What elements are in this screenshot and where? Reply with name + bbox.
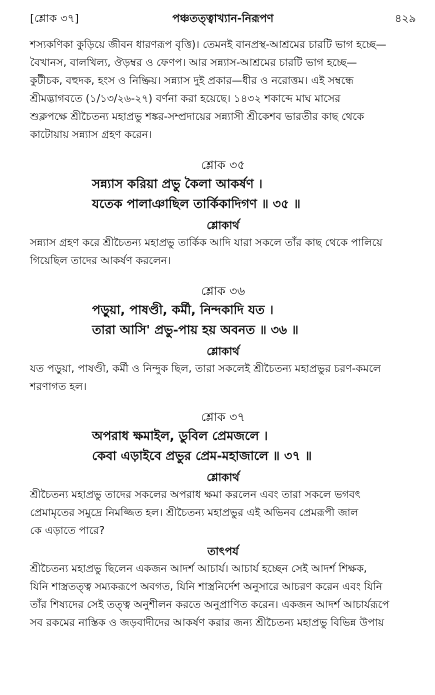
page-number: ৪২৯ (394, 12, 416, 25)
text-line: কুটীচক, বহুদক, হংস ও নিষ্ক্রিয়। সন্ন্যাস দুই প্রকার—ধীর ও নরোত্তম। এই সম্বন্ধে (30, 75, 354, 87)
translation-line: সন্ন্যাস গ্রহণ করে শ্রীচৈতন্য মহাপ্রভু তার্কিক আদি যারা সকলে তাঁর কাছ থেকে পালিয়ে (30, 237, 383, 249)
verse-35 (30, 156, 416, 270)
verse-reference: [শ্লোক ৩৭] (30, 12, 79, 25)
translation-line: শ্রীচৈতন্য মহাপ্রভু তাদের সকলের অপরাধ ক্ষমা করলেন এবং তারা সকলে ভগবৎ (30, 489, 361, 501)
translation-heading: শ্লোকার্থ (206, 219, 240, 232)
text-line: কাটোয়ায় সন্ন্যাস গ্রহণ করেন। (30, 129, 152, 141)
verse-37 (30, 408, 416, 632)
purport-line: শ্রীচৈতন্য মহাপ্রভু ছিলেন একজন আদর্শ আচার্য। আচার্য হচ্ছেন সেই আদর্শ শিক্ষক, (30, 563, 368, 575)
text-line: শস্যকণিকা কুড়িয়ে জীবন ধারণরূপ বৃত্তি)। তেমনই বানপ্রস্থ-আশ্রমের চারটি ভাগ হচ্ছে— (30, 39, 387, 51)
verse-number: শ্লোক ৩৭ (201, 410, 245, 424)
purport-heading: তাৎপর্য (207, 545, 239, 558)
verse-number: শ্লোক ৩৬ (201, 284, 245, 298)
chapter-title: পঞ্চতত্ত্বাখ্যান-নিরূপণ (172, 12, 274, 25)
translation-line: কে এড়াতে পারে? (30, 525, 105, 537)
text-line: বৈখানস, বালখিল্য, ঔড়ম্বর ও ফেণপ। আর সন্ন্যাস-আশ্রমের চারটি ভাগ হচ্ছে— (30, 57, 358, 69)
verse-36 (30, 282, 416, 396)
verse-line: কেবা এড়াইবে প্রভুর প্রেম-মহাজালে ॥ ৩৭ ॥ (92, 448, 312, 463)
verse-line: পড়ুয়া, পাষণ্ডী, কর্মী, নিন্দকাদি যত । (92, 302, 274, 317)
verse-line: সন্ন্যাস করিয়া প্রভু কৈলা আকর্ষণ । (92, 176, 263, 191)
verse-number: শ্লোক ৩৫ (201, 158, 245, 172)
translation-line: প্রেমামৃতের সমুদ্রে নিমজ্জিত হল। শ্রীচৈতন্য মহাপ্রভুর এই অভিনব প্রেমরূপী জাল (30, 507, 359, 519)
text-line: শুক্লপক্ষে শ্রীচৈতন্য মহাপ্রভু শঙ্কর-সম্প্রদায়ের সন্ন্যাসী শ্রীকেশব ভারতীর কাছ থেকে (30, 111, 365, 123)
page-body (30, 36, 416, 632)
purport-line: সব রকমের নাস্তিক ও জড়বাদীদের আকর্ষণ করার জন্য শ্রীচৈতন্য মহাপ্রভু বিভিন্ন উপায় (30, 617, 385, 629)
verse-line: অপরাধ ক্ষমাইল, ডুবিল প্রেমজলে । (92, 428, 268, 443)
translation-line: যত পড়ুয়া, পাষণ্ডী, কর্মী ও নিন্দুক ছিল, তারা সকলেই শ্রীচৈতন্য মহাপ্রভুর চরণ-কমলে (30, 363, 381, 375)
translation-heading: শ্লোকার্থ (206, 345, 240, 358)
translation-heading: শ্লোকার্থ (206, 471, 240, 484)
verse-line: যতেক পালাঞাছিল তার্কিকাদিগণ ॥ ৩৫ ॥ (92, 196, 301, 211)
purport-line: তাঁর শিষ্যদের সেই তত্ত্ব অনুশীলন করতে অনুপ্রাণিত করেন। একজন আদর্শ আচার্যরূপে (30, 599, 390, 611)
intro-paragraph (30, 36, 416, 144)
page-header (30, 10, 416, 28)
translation-line: শরণাগত হল। (30, 381, 87, 393)
translation-line: গিয়েছিল তাদের আকর্ষণ করলেন। (30, 255, 171, 267)
text-line: শ্রীমদ্ভাগবতে (১/১৩/২৬-২৭) বর্ণনা করা হয়েছে। ১৪৩২ শকাব্দে মাঘ মাসের (30, 93, 341, 105)
verse-line: তারা আসি' প্রভু-পায় হয় অবনত ॥ ৩৬ ॥ (92, 322, 299, 337)
purport-line: যিনি শাস্ত্রতত্ত্ব সম্যকরূপে অবগত, যিনি শাস্ত্রনির্দেশ অনুসারে আচরণ করেন এবং যিনি (30, 581, 383, 593)
